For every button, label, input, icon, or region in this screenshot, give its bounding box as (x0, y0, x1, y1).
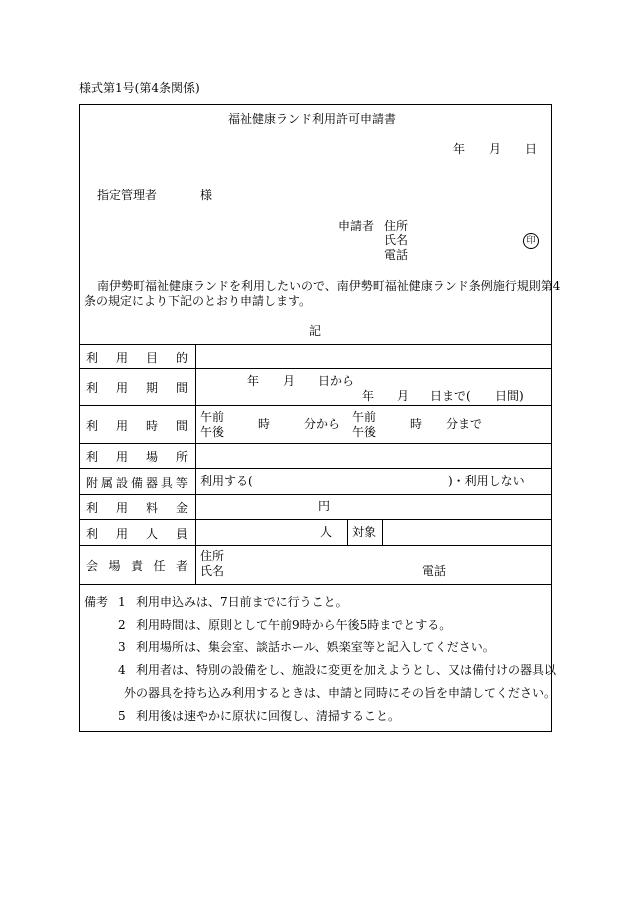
people-unit: 人 (320, 525, 333, 539)
time-pm-from: 午後 (200, 425, 225, 439)
note-number: 4 (118, 663, 126, 677)
body-text-line1: 南伊勢町福祉健康ランドを利用したいので、南伊勢町福祉健康ランド条例施行規則第4 (97, 279, 561, 293)
addressee-name: 指定管理者 (97, 188, 158, 202)
time-hour-from: 時 (258, 417, 271, 431)
outer-right-border (551, 104, 552, 732)
period-month-from: 月 (283, 374, 296, 388)
table-line (79, 468, 552, 469)
note-text: 利用場所は、集会室、談話ホール、娯楽室等と記入してください。 (136, 640, 495, 654)
row-label-fee: 利 用 料 金 (86, 500, 188, 515)
row-label-place: 利 用 場 所 (86, 449, 188, 464)
row-label-purpose: 利 用 目 的 (86, 350, 188, 365)
applicant-address-label: 住所 (384, 219, 409, 233)
table-line (79, 368, 552, 369)
row-label-time: 利 用 時 間 (86, 418, 188, 433)
note-text-continuation: 外の器具を持ち込み利用するときは、申請と同時にその旨を申請してください。 (124, 686, 557, 700)
time-min-from: 分から (304, 417, 341, 431)
table-line (79, 344, 552, 345)
people-divider (347, 519, 348, 545)
row-label-equipment: 附 属 設 備 器 具 等 (86, 475, 188, 490)
period-day-to: 日まで( (430, 389, 471, 403)
date-day: 日 (525, 142, 538, 156)
note-text: 利用時間は、原則として午前9時から午後5時までとする。 (136, 618, 452, 632)
people-divider (382, 519, 383, 545)
table-line (79, 405, 552, 406)
manager-phone-label: 電話 (422, 564, 447, 578)
row-label-manager: 会 場 責 任 者 (86, 558, 188, 573)
note-text: 利用後は速やかに原状に回復し、清掃すること。 (136, 709, 401, 723)
time-am-to: 午前 (352, 410, 377, 424)
date-month: 月 (489, 142, 502, 156)
addressee-honorific: 様 (200, 188, 213, 202)
table-line (79, 443, 552, 444)
equipment-use: 利用する( (200, 474, 253, 488)
note-number: 2 (118, 618, 126, 632)
time-am-from: 午前 (200, 410, 225, 424)
manager-name-label: 氏名 (200, 564, 225, 578)
outer-bottom-border (79, 731, 552, 732)
period-year-from: 年 (247, 374, 260, 388)
manager-address-label: 住所 (200, 549, 225, 563)
outer-top-border (79, 104, 552, 105)
label-column-divider (195, 344, 196, 584)
date-year: 年 (453, 142, 466, 156)
period-day-from: 日から (318, 374, 355, 388)
notes-heading: 備考 (84, 595, 109, 609)
note-text: 利用者は、特別の設備をし、施設に変更を加えようとし、又は備付けの器具以 (136, 663, 557, 677)
note-text: 利用申込みは、7日前までに行うこと。 (136, 595, 348, 609)
row-label-period: 利 用 期 間 (86, 380, 188, 395)
note-number: 3 (118, 640, 126, 654)
period-year-to: 年 (362, 389, 375, 403)
period-days: 日間) (495, 389, 524, 403)
form-title: 福祉健康ランド利用許可申請書 (228, 112, 397, 126)
seal-mark: 印 (523, 233, 539, 249)
time-min-to: 分まで (446, 417, 483, 431)
applicant-name-label: 氏名 (384, 233, 409, 247)
body-text-line2: 条の規定により下記のとおり申請します。 (84, 294, 312, 308)
fee-unit: 円 (318, 499, 331, 513)
note-number: 5 (118, 709, 126, 723)
table-line (79, 545, 552, 546)
form-number: 様式第1号(第4条関係) (79, 81, 200, 95)
table-line (79, 494, 552, 495)
ki-marker: 記 (309, 324, 322, 338)
table-line (79, 584, 552, 585)
time-pm-to: 午後 (352, 425, 377, 439)
equipment-no-use: )・利用しない (448, 474, 525, 488)
note-number: 1 (118, 595, 126, 609)
row-label-people: 利 用 人 員 (86, 526, 188, 541)
period-month-to: 月 (397, 389, 410, 403)
applicant-phone-label: 電話 (384, 248, 409, 262)
table-line (79, 519, 552, 520)
applicant-label: 申請者 (338, 219, 375, 233)
time-hour-to: 時 (410, 417, 423, 431)
people-target-label: 対象 (352, 525, 377, 539)
